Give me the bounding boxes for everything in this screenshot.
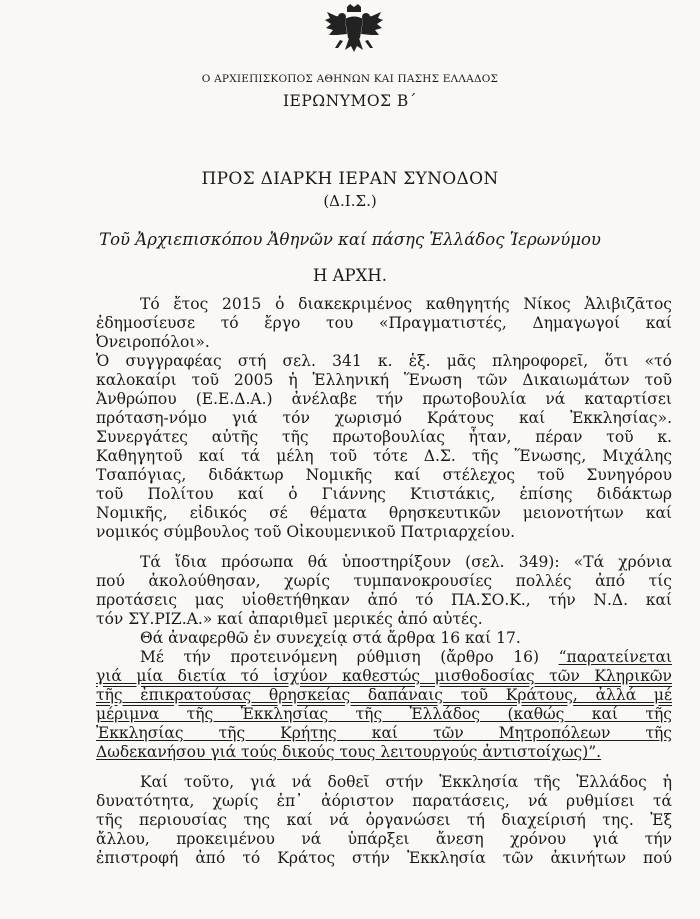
text-line: Τό ἔτος 2015 ὁ διακεκριμένος καθηγητής Νίκος Ἀλιβιζᾶτος	[140, 295, 672, 313]
text-line: Θά ἀναφερθῶ ἐν συνεχείᾳ στά ἄρθρα 16 καί 17.	[140, 629, 521, 647]
plain-text: Μέ τήν προτεινόμενη ρύθμιση (ἄρθρο 16)	[140, 648, 559, 666]
text-line: ἄλλου, προκειμένου νά ὑπάρξει ἄνεση χρόνου γιά τήν	[96, 830, 672, 848]
paragraph-2	[96, 352, 672, 542]
letter-body	[96, 295, 672, 868]
underlined-quote-line: μέριμνα τῆς Ἐκκλησίας τῆς Ἑλλάδος (καθώς καί τῆς	[96, 705, 672, 723]
text-line: πού ἀκολούθησαν, χωρίς τυμπανοκρουσίες πολλές ἀπό τίς	[96, 572, 672, 590]
office-title: Ο ΑΡΧΙΕΠΙΣΚΟΠΟΣ ΑΘΗΝΩΝ ΚΑΙ ΠΑΣΗΣ ΕΛΛΑΔΟΣ	[201, 73, 499, 85]
text-line: Ἀνθρώπου (Ε.Ε.Δ.Α.) ἀνέλαβε τήν πρωτοβουλία νά καταρτίσει	[96, 390, 672, 408]
recipient-title: ΠΡΟΣ ΔΙΑΡΚΗ ΙΕΡΑΝ ΣΥΝΟΔΟΝ	[201, 169, 499, 189]
text-line: νομικός σύμβουλος τοῦ Οἰκουμενικοῦ Πατριαρχείου.	[96, 523, 516, 541]
text-line: Τά ἴδια πρόσωπα θά ὑποστηρίξουν (σελ. 349): «Τά χρόνια	[140, 553, 672, 571]
paragraph-4	[96, 629, 672, 648]
text-line	[96, 648, 672, 667]
text-line: ἐδημοσίευσε τό ἔργο του «Πραγματιστές, Δημαγωγοί καί	[96, 314, 672, 332]
text-line: τῆς περιουσίας της καί νά ὀργανώσει τή διαχείρισή της. Ἐξ	[96, 811, 672, 829]
text-line: Νομικῆς, εἰδικός σέ θέματα θρησκευτικῶν μειονοτήτων καί	[96, 504, 672, 522]
text-line: τοῦ Πολίτου καί ὁ Γιάννης Κτιστάκις, ἐπίσης διδάκτωρ	[96, 485, 672, 503]
text-line: τόν ΣΥ.ΡΙΖ.Α.» καί ἀπαριθμεῖ μερικές ἀπό αὐτές.	[96, 610, 483, 628]
paragraph-5	[96, 648, 672, 762]
text-line: προτάσεις μας υἱοθετήθηκαν ἀπό τό ΠΑ.ΣΟ.Κ., τήν Ν.Δ. καί	[96, 591, 672, 609]
text-line: πρόταση-νόμο γιά τόν χωρισμό Κράτους καί Ἐκκλησίας».	[96, 409, 672, 427]
text-line: Καί τοῦτο, γιά νά δοθεῖ στήν Ἐκκλησία τῆς Ἑλλάδος ἡ	[140, 773, 672, 791]
text-line: Καθηγητοῦ καί τά μέλη τοῦ τότε Δ.Σ. τῆς Ἕνωσης, Μιχάλης	[96, 447, 672, 465]
recipient-abbreviation: (Δ.Ι.Σ.)	[323, 192, 377, 210]
text-line: Ὀνειροπόλοι».	[96, 333, 210, 351]
underlined-quote-line: Δωδεκανήσου γιά τούς δικούς τους λειτουργούς ἀντιστοίχως)”.	[96, 743, 602, 761]
underlined-quote-line: Ἐκκλησίας τῆς Κρήτης καί τῶν Μητροπόλεων τῆς	[96, 724, 672, 742]
subject-heading: Η ΑΡΧΗ.	[312, 266, 388, 285]
underlined-quote-line: γιά μία διετία τό ἰσχύον καθεστώς μισθοδοσίας τῶν Κληρικῶν	[96, 667, 672, 685]
text-line: δυνατότητα, χωρίς ἐπ᾽ ἀόριστον παρατάσεις, νά ρυθμίσει τά	[96, 792, 672, 810]
double-headed-eagle-icon	[323, 4, 385, 60]
paragraph-3	[96, 553, 672, 629]
paragraph-6	[96, 773, 672, 868]
text-line: ἐπιστροφή ἀπό τό Κράτος στήν Ἐκκλησία τῶν ἀκινήτων πού	[96, 849, 672, 867]
text-line: Τσαπόγιας, διδάκτωρ Νομικῆς καί στέλεχος τοῦ Συνηγόρου	[96, 466, 672, 484]
text-line: Συνεργάτες αὐτῆς τῆς πρωτοβουλίας ἦταν, πέραν τοῦ κ.	[96, 428, 672, 446]
sender-line: Τοῦ Ἀρχιεπισκόπου Ἀθηνῶν καί πάσης Ἑλλάδος Ἱερωνύμου	[99, 230, 601, 249]
paragraph-1	[96, 295, 672, 352]
underlined-quote-line: τῆς ἐπικρατούσας θρησκείας δαπάναις τοῦ Κράτους, ἀλλά μέ	[96, 686, 672, 704]
text-line: Ὁ συγγραφέας στή σελ. 341 κ. ἑξ. μᾶς πληροφορεῖ, ὅτι «τό	[96, 352, 672, 370]
text-line: καλοκαίρι τοῦ 2005 ἡ Ἑλληνική Ἕνωση τῶν Δικαιωμάτων τοῦ	[96, 371, 672, 389]
archbishop-name: ΙΕΡΩΝΥΜΟΣ Β΄	[282, 92, 418, 110]
underlined-quote: “παρατείνεται	[558, 648, 672, 666]
